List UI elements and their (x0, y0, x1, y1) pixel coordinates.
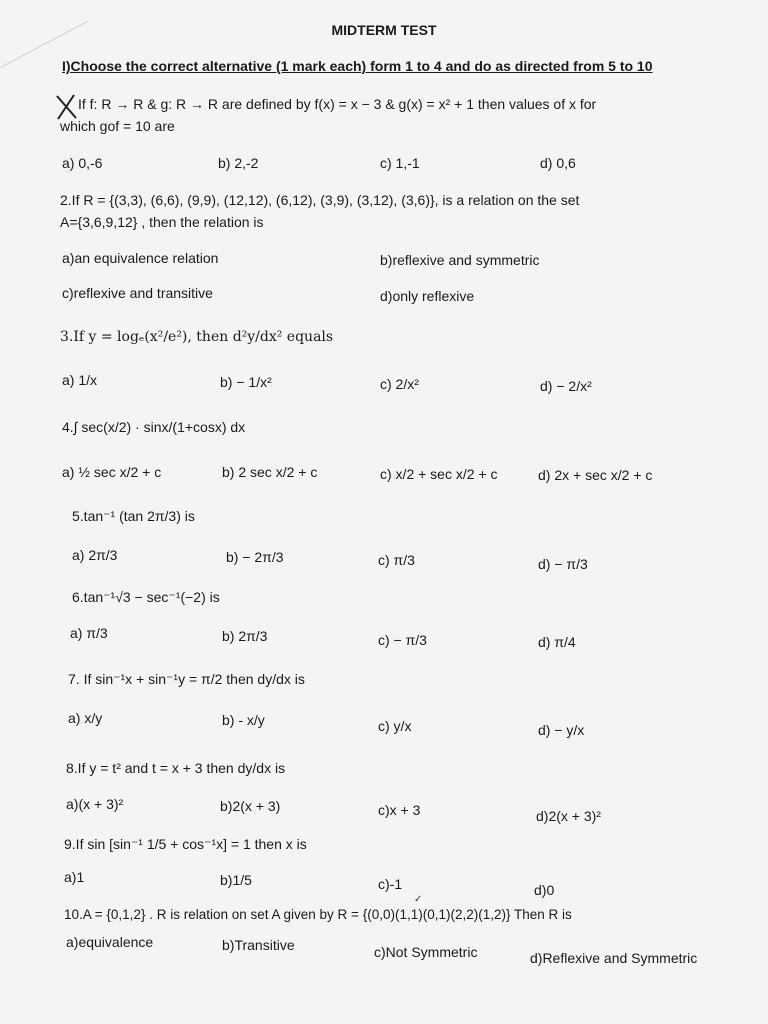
handwritten-tick: ✓ (414, 894, 423, 905)
q3-option-b[interactable]: b) − 1/x² (220, 374, 272, 390)
q1-option-a[interactable]: a) 0,-6 (62, 155, 103, 171)
question-2-line-1: 2.If R = {(3,3), (6,6), (9,9), (12,12), (6,12), (3,9), (3,12), (3,6)}, is a relation on the set (60, 192, 580, 208)
q1-option-c[interactable]: c) 1,-1 (380, 155, 420, 171)
question-10: 10.A = {0,1,2} . R is relation on set A given by R = {(0,0)(1,1)(0,1)(2,2)(1,2)} Then R is (64, 907, 572, 922)
q9-option-b[interactable]: b)1/5 (220, 872, 252, 888)
q10-option-c[interactable]: c)Not Symmetric (374, 944, 478, 960)
question-5: 5.tan⁻¹ (tan 2π/3) is (72, 508, 195, 524)
q6-option-d[interactable]: d) π/4 (538, 634, 576, 650)
q4-option-c[interactable]: c) x/2 + sec x/2 + c (380, 466, 498, 482)
q9-option-c[interactable]: c)-1 (378, 876, 403, 892)
q5-option-b[interactable]: b) − 2π/3 (226, 549, 284, 565)
q2-option-a[interactable]: a)an equivalence relation (62, 250, 219, 266)
q8-option-a[interactable]: a)(x + 3)² (66, 796, 124, 812)
q4-option-a[interactable]: a) ½ sec x/2 + c (62, 464, 162, 480)
q5-option-d[interactable]: d) − π/3 (538, 556, 588, 572)
q4-option-b[interactable]: b) 2 sec x/2 + c (222, 464, 318, 480)
q2-option-d[interactable]: d)only reflexive (380, 288, 475, 304)
q6-option-b[interactable]: b) 2π/3 (222, 628, 268, 644)
q2-option-c[interactable]: c)reflexive and transitive (62, 285, 213, 301)
question-4: 4.∫ sec(x/2) · sinx/(1+cosx) dx (62, 419, 246, 435)
q5-option-a[interactable]: a) 2π/3 (72, 547, 118, 563)
q10-option-b[interactable]: b)Transitive (222, 937, 295, 953)
q10-option-d[interactable]: d)Reflexive and Symmetric (530, 950, 698, 966)
question-9: 9.If sin [sin⁻¹ 1/5 + cos⁻¹x] = 1 then x is (64, 836, 307, 852)
q10-option-a[interactable]: a)equivalence (66, 934, 154, 950)
page-title: MIDTERM TEST (331, 22, 437, 38)
q7-option-b[interactable]: b) - x/y (222, 712, 265, 728)
q3-option-d[interactable]: d) − 2/x² (540, 378, 592, 394)
q9-option-a[interactable]: a)1 (64, 869, 85, 885)
question-7: 7. If sin⁻¹x + sin⁻¹y = π/2 then dy/dx is (68, 671, 305, 687)
q5-option-c[interactable]: c) π/3 (378, 552, 415, 568)
q3-option-a[interactable]: a) 1/x (62, 372, 98, 388)
q7-option-c[interactable]: c) y/x (378, 718, 412, 734)
q7-option-a[interactable]: a) x/y (68, 710, 103, 726)
q7-option-d[interactable]: d) − y/x (538, 722, 585, 738)
q6-option-c[interactable]: c) − π/3 (378, 632, 427, 648)
question-6: 6.tan⁻¹√3 − sec⁻¹(−2) is (72, 589, 220, 605)
q3-option-c[interactable]: c) 2/x² (380, 376, 419, 392)
question-1-line-1: If f: R → R & g: R → R are defined by f(x) = x − 3 & g(x) = x² + 1 then values of x for (78, 96, 597, 112)
q8-option-d[interactable]: d)2(x + 3)² (536, 808, 601, 824)
q1-option-d[interactable]: d) 0,6 (540, 155, 576, 171)
q8-option-b[interactable]: b)2(x + 3) (220, 798, 281, 814)
question-3: 3.If y = logₑ(x²/e²), then d²y/dx² equals (60, 329, 334, 345)
question-8: 8.If y = t² and t = x + 3 then dy/dx is (66, 760, 286, 776)
q8-option-c[interactable]: c)x + 3 (378, 802, 421, 818)
question-1-line-2: which gof = 10 are (60, 118, 175, 134)
instructions: I)Choose the correct alternative (1 mark each) form 1 to 4 and do as directed from 5 to 10 (62, 58, 653, 74)
question-2-line-2: A={3,6,9,12} , then the relation is (60, 214, 264, 230)
q4-option-d[interactable]: d) 2x + sec x/2 + c (538, 467, 653, 483)
q2-option-b[interactable]: b)reflexive and symmetric (380, 252, 540, 268)
q9-option-d[interactable]: d)0 (534, 882, 555, 898)
q1-option-b[interactable]: b) 2,-2 (218, 155, 259, 171)
q6-option-a[interactable]: a) π/3 (70, 625, 108, 641)
